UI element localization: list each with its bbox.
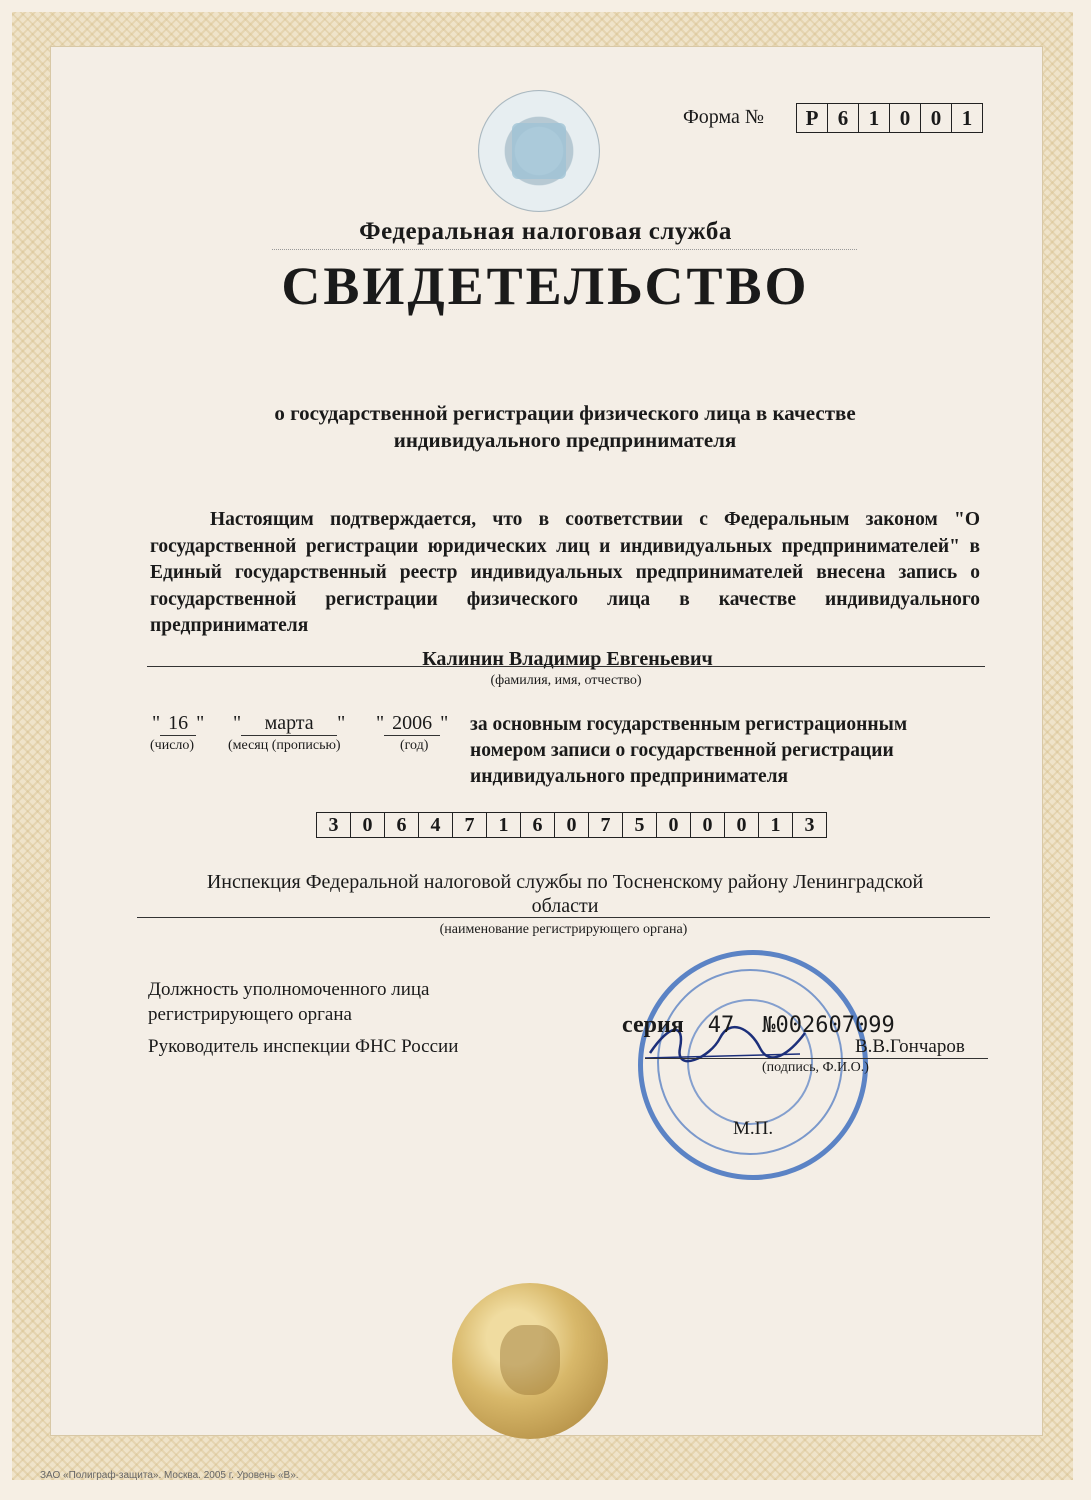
form-code-char: 1 [859,104,890,132]
series-number: 47 [707,1013,735,1038]
form-number-label: Форма № [683,106,764,128]
entrepreneur-name: Калинин Владимир Евгеньевич [422,648,713,670]
date-day-value: 16 [160,712,196,736]
form-number-boxes [796,103,983,133]
ogrnip-digit: 3 [804,813,815,836]
ogrnip-boxes [316,812,827,838]
position-label: Должность уполномоченного лица регистрирующего органа [148,979,430,1025]
registration-text-line: номером записи о государственной регистрации [470,740,894,761]
fns-hologram-emblem [478,90,600,212]
signer-name: В.В.Гончаров [855,1036,965,1057]
date-year-value: 2006 [384,712,440,736]
authority-caption: (наименование регистрирующего органа) [439,922,688,937]
name-caption: (фамилия, имя, отчество) [490,673,642,688]
ogrnip-digit: 1 [759,813,793,837]
certificate-number: №002607099 [762,1013,895,1038]
registering-authority [140,870,990,918]
name-underline [147,666,985,667]
ogrnip-digit: 6 [521,813,555,837]
printer-imprint: ЗАО «Полиграф-защита». Москва. 2005 г. Уровень «В». [40,1470,299,1481]
ogrnip-digit: 1 [487,813,521,837]
ogrnip-digit: 0 [555,813,589,837]
registration-text [470,712,970,790]
signature-underline [645,1058,988,1059]
ogrnip-digit: 7 [589,813,623,837]
authority-underline [137,917,990,918]
subtitle-line: о государственной регистрации физического лица в качестве [274,401,856,425]
year-caption: (год) [400,738,429,753]
signer-position: Руководитель инспекции ФНС России [148,1036,459,1057]
form-code-char: 0 [890,104,921,132]
confirmation-paragraph: Настоящим подтверждается, что в соответствии с Федеральным законом "О государственной регистрации юридических лиц и индивидуальных предпринимателей" в Единый государственный реестр индивидуальных предпринимателей внесена запись о государственной регистрации физического лица в качестве индивидуального предпринимателя [150,509,980,636]
date-month-value: марта [241,712,337,736]
seal-place-mark: М.П. [733,1118,774,1139]
authority-line: Инспекция Федеральной налоговой службы по Тосненскому району Ленинградской [206,871,924,893]
ogrnip-digit: 0 [691,813,725,837]
date-day: " 16 " [152,712,205,734]
date-month: " марта " [233,712,346,734]
ogrnip-digit: 0 [351,813,385,837]
agency-divider [272,249,857,250]
form-code-char: 6 [828,104,859,132]
ogrnip-digit: 0 [725,813,759,837]
authority-line: области [531,895,599,917]
form-code-char: 1 [961,105,973,130]
ogrnip-digit: 0 [657,813,691,837]
ogrnip-digit: 5 [623,813,657,837]
ogrnip-digit: 3 [317,813,351,837]
month-caption: (месяц (прописью) [228,738,341,753]
signature-caption: (подпись, Ф.И.О.) [762,1060,869,1075]
subtitle-line: индивидуального предпринимателя [393,428,737,452]
ogrnip-digit: 7 [453,813,487,837]
day-caption: (число) [150,738,195,753]
form-code-char: 0 [921,104,952,132]
document-subtitle [150,400,980,454]
gold-emblem-seal [452,1283,608,1439]
registration-text-line: индивидуального предпринимателя [470,766,789,787]
ogrnip-digit: 4 [419,813,453,837]
form-code-char: Р [797,104,828,132]
registration-text-line: за основным государственным регистрационным [470,714,908,735]
agency-name: Федеральная налоговая служба [359,218,732,245]
ogrnip-digit: 6 [385,813,419,837]
date-year: " 2006 " [376,712,449,734]
document-title: СВИДЕТЕЛЬСТВО [281,256,810,316]
certificate-series: серия 47 №002607099 [622,1012,895,1038]
